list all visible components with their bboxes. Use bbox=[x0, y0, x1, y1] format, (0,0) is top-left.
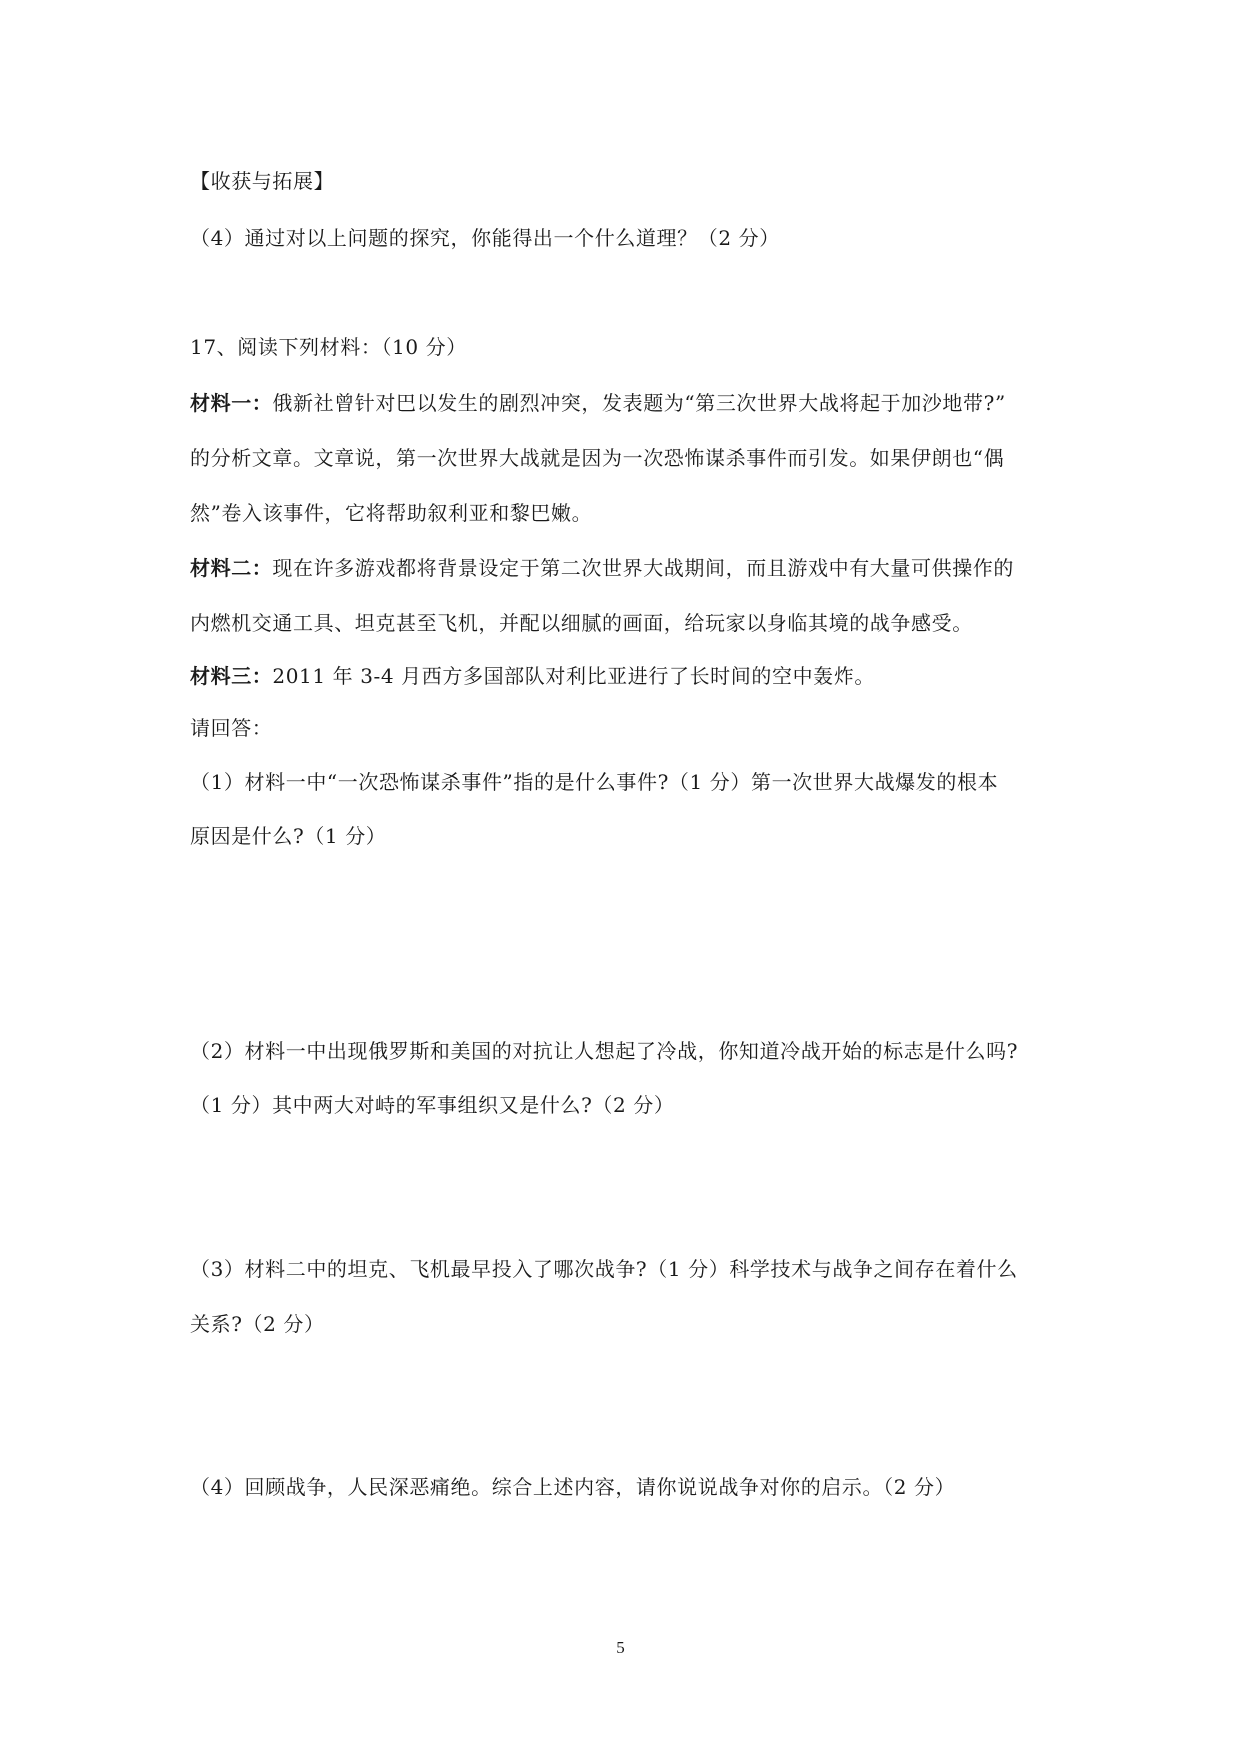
reflection-question-4: （4）通过对以上问题的探究，你能得出一个什么道理？（2 分） bbox=[190, 226, 780, 250]
material-1-text-1: 俄新社曾针对巴以发生的剧烈冲突，发表题为“第三次世界大战将起于加沙地带?” bbox=[272, 391, 1006, 415]
material-1-line-3: 然”卷入该事件，它将帮助叙利亚和黎巴嫩。 bbox=[190, 501, 593, 525]
answer-prompt: 请回答： bbox=[190, 716, 273, 740]
material-1-line-1 bbox=[190, 389, 1006, 417]
sub-question-3-line-1: （3）材料二中的坦克、飞机最早投入了哪次战争?（1 分）科学技术与战争之间存在着什么 bbox=[190, 1257, 1018, 1281]
material-3-line-1 bbox=[190, 662, 875, 690]
question-17-intro: 17、阅读下列材料：（10 分） bbox=[190, 335, 467, 359]
material-2-text-1: 现在许多游戏都将背景设定于第二次世界大战期间，而且游戏中有大量可供操作的 bbox=[272, 556, 1015, 580]
material-2-label: 材料二： bbox=[190, 556, 273, 580]
sub-question-1-line-2: 原因是什么?（1 分） bbox=[190, 824, 387, 848]
page-number: 5 bbox=[616, 1638, 625, 1657]
sub-question-2-line-1: （2）材料一中出现俄罗斯和美国的对抗让人想起了冷战，你知道冷战开始的标志是什么吗? bbox=[190, 1039, 1019, 1063]
material-3-label: 材料三： bbox=[190, 664, 273, 688]
material-2-line-1 bbox=[190, 554, 1014, 582]
material-1-line-2: 的分析文章。文章说，第一次世界大战就是因为一次恐怖谋杀事件而引发。如果伊朗也“偶 bbox=[190, 446, 1005, 470]
sub-question-4-line-1: （4）回顾战争，人民深恶痛绝。综合上述内容，请你说说战争对你的启示。（2 分） bbox=[190, 1475, 956, 1499]
sub-question-3-line-2: 关系?（2 分） bbox=[190, 1312, 325, 1336]
section-heading-harvest: 【收获与拓展】 bbox=[190, 169, 335, 193]
material-2-line-2: 内燃机交通工具、坦克甚至飞机，并配以细腻的画面，给玩家以身临其境的战争感受。 bbox=[190, 611, 973, 635]
material-3-text-1: 2011 年 3-4 月西方多国部队对利比亚进行了长时间的空中轰炸。 bbox=[272, 664, 875, 688]
material-1-label: 材料一： bbox=[190, 391, 273, 415]
sub-question-2-line-2: （1 分）其中两大对峙的军事组织又是什么?（2 分） bbox=[190, 1093, 675, 1117]
sub-question-1-line-1: （1）材料一中“一次恐怖谋杀事件”指的是什么事件?（1 分）第一次世界大战爆发的根本 bbox=[190, 770, 999, 794]
